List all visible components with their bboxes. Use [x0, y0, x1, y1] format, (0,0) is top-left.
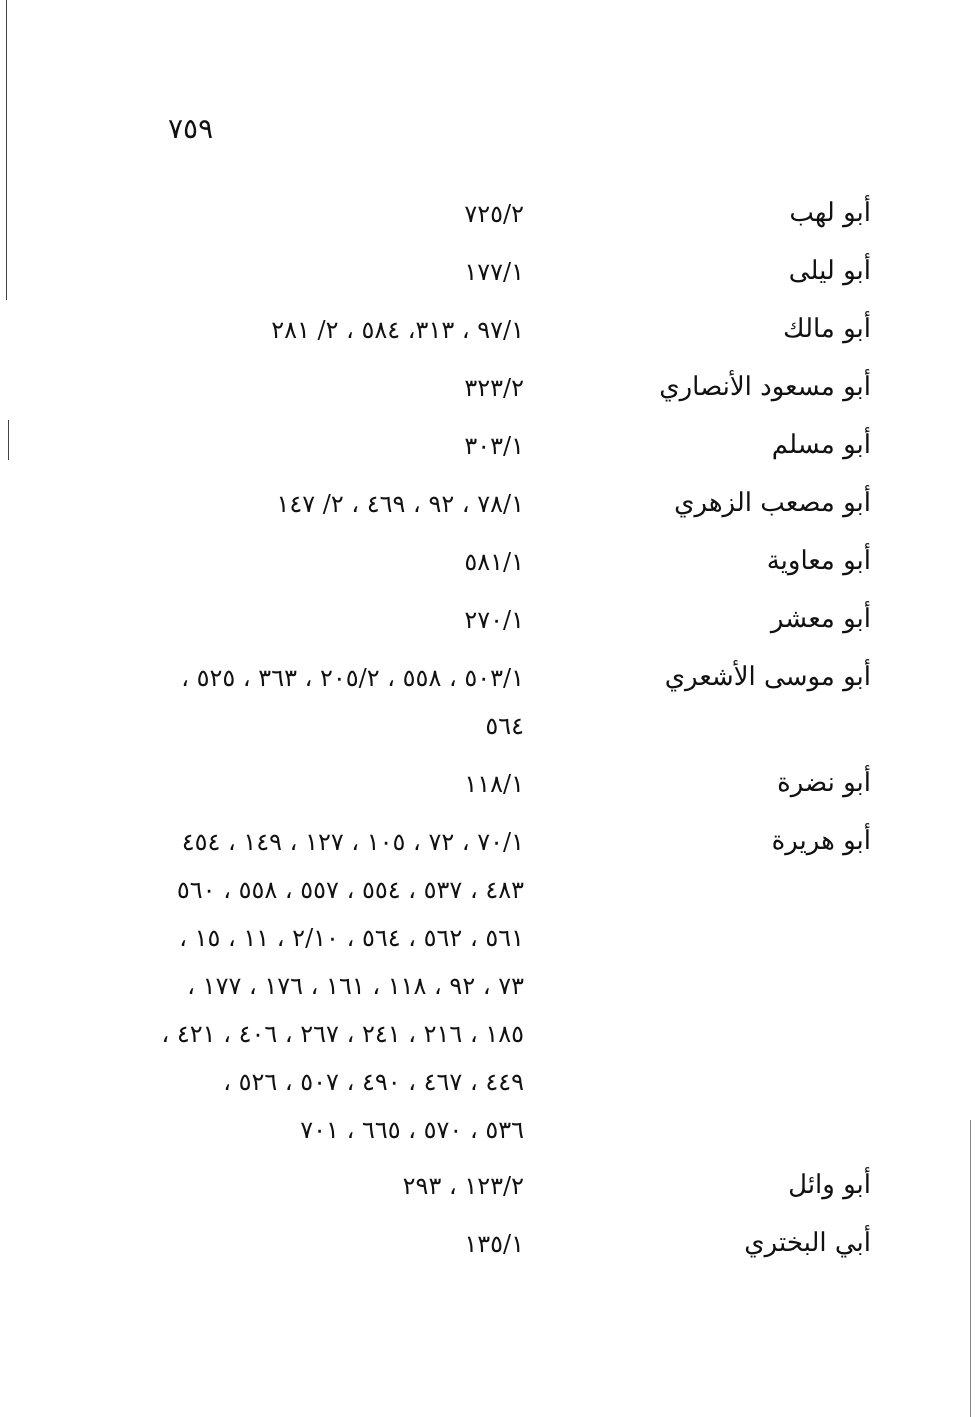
entry-refs-continued: ٥٣٦ ، ٥٧٠ ، ٦٦٥ ، ٧٠١	[300, 1116, 524, 1144]
entry-name: أبو نضرة	[777, 768, 871, 798]
entry-refs-continued: ٥٦٤	[485, 712, 524, 740]
margin-line-lower	[8, 420, 9, 460]
entry-name: أبو معاوية	[766, 546, 871, 576]
entry-name: أبو هريرة	[771, 826, 871, 856]
entry-name: أبو معشر	[770, 604, 871, 634]
entry-refs: ٧٠/١ ، ٧٢ ، ١٠٥ ، ١٢٧ ، ١٤٩ ، ٤٥٤	[181, 828, 524, 856]
entry-refs: ١١٨/١	[464, 770, 524, 798]
entry-name: أبو مصعب الزهري	[674, 488, 871, 518]
margin-line-right	[970, 1120, 971, 1417]
entry-refs-continued: ٧٣ ، ٩٢ ، ١١٨ ، ١٦١ ، ١٧٦ ، ١٧٧ ،	[187, 972, 524, 1000]
entry-refs: ١٣٥/١	[464, 1230, 524, 1258]
entry-name: أبو لهب	[789, 198, 871, 228]
entry-refs: ٥٠٣/١ ، ٥٥٨ ، ٢٠٥/٢ ، ٣٦٣ ، ٥٢٥ ،	[181, 664, 524, 692]
entry-name: أبو مالك	[783, 314, 871, 344]
entry-name: أبو مسلم	[771, 430, 871, 460]
entry-refs: ٩٧/١ ، ٣١٣، ٥٨٤ ، ٢/ ٢٨١	[271, 316, 524, 344]
entry-refs: ٢٧٠/١	[464, 606, 524, 634]
entry-name: أبو موسى الأشعري	[664, 662, 871, 692]
entry-refs-continued: ٥٦١ ، ٥٦٢ ، ٥٦٤ ، ٢/١٠ ، ١١ ، ١٥ ،	[179, 924, 524, 952]
entry-refs-continued: ١٨٥ ، ٢١٦ ، ٢٤١ ، ٢٦٧ ، ٤٠٦ ، ٤٢١ ،	[161, 1020, 524, 1048]
entry-refs: ١٢٣/٢ ، ٢٩٣	[402, 1172, 524, 1200]
entry-name: أبو وائل	[788, 1170, 871, 1200]
entry-refs: ٧٨/١ ، ٩٢ ، ٤٦٩ ، ٢/ ١٤٧	[276, 490, 524, 518]
entry-name: أبي البختري	[744, 1228, 871, 1258]
entry-refs: ١٧٧/١	[464, 258, 524, 286]
entry-refs: ٣٢٣/٢	[464, 374, 524, 402]
entry-refs: ٧٢٥/٢	[464, 200, 524, 228]
entry-refs: ٥٨١/١	[464, 548, 524, 576]
entry-refs: ٣٠٣/١	[464, 432, 524, 460]
entry-name: أبو ليلى	[788, 256, 871, 286]
entry-refs-continued: ٤٨٣ ، ٥٣٧ ، ٥٥٤ ، ٥٥٧ ، ٥٥٨ ، ٥٦٠	[176, 876, 524, 904]
margin-line-top	[6, 0, 7, 300]
page-number: ٧٥٩	[168, 112, 214, 145]
entry-name: أبو مسعود الأنصاري	[659, 372, 871, 402]
entry-refs-continued: ٤٤٩ ، ٤٦٧ ، ٤٩٠ ، ٥٠٧ ، ٥٢٦ ،	[223, 1068, 524, 1096]
